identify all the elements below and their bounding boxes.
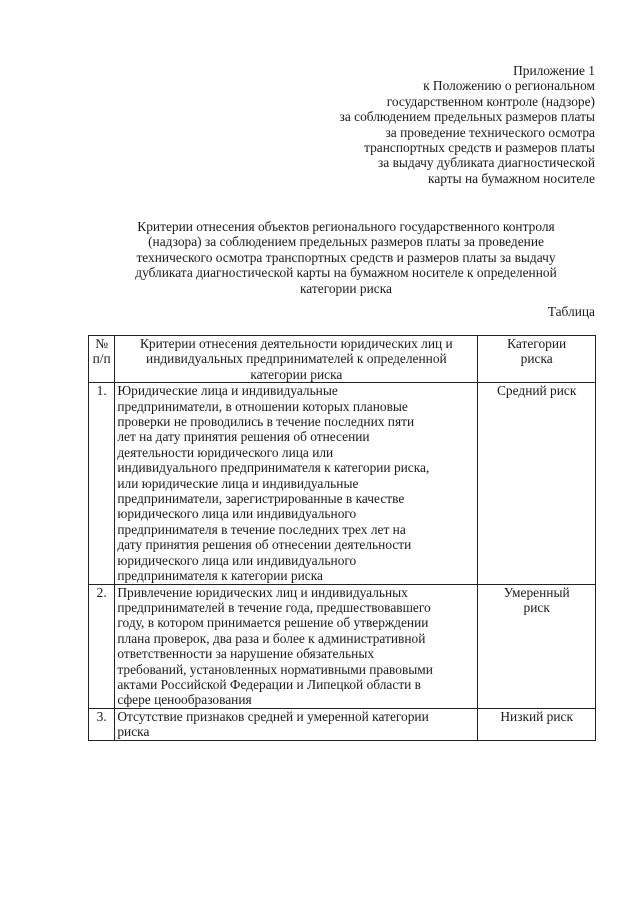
title-line: (надзора) за соблюдением предельных размеров платы за проведение bbox=[148, 234, 544, 250]
title-line: Критерии отнесения объектов регионального государственного контроля bbox=[137, 219, 555, 234]
appendix-line: за соблюдением предельных размеров платы bbox=[339, 109, 595, 125]
header-category: Категории риска bbox=[478, 336, 596, 383]
appendix-line: за проведение технического осмотра bbox=[385, 124, 595, 140]
row-number: 2. bbox=[89, 584, 115, 708]
title-line: технического осмотра транспортных средств и размеров платы за выдачу bbox=[136, 249, 556, 265]
appendix-reference bbox=[275, 63, 595, 186]
title-line: дубликата диагностической карты на бумажном носителе к определенной bbox=[135, 265, 557, 281]
row-number: 3. bbox=[89, 708, 115, 740]
row-category: Средний риск bbox=[478, 383, 596, 584]
row-category: Умеренный риск bbox=[478, 584, 596, 708]
table-header-row bbox=[89, 336, 596, 383]
table-row bbox=[89, 708, 596, 740]
table-row bbox=[89, 383, 596, 584]
appendix-line: государственном контроле (надзоре) bbox=[386, 93, 595, 109]
appendix-line: за выдачу дубликата диагностической bbox=[378, 155, 595, 171]
row-category: Низкий риск bbox=[478, 708, 596, 740]
row-criteria: Привлечение юридических лиц и индивидуальных предпринимателей в течение года, предшествовавшего году, в котором принимается решение об утверждении плана проверок, два раза и более к административной ответственности за нарушение обязательных требований, установленных нормативными правовыми актами Российской Федерации и Липецкой области в сфере ценообразования bbox=[115, 584, 478, 708]
header-criteria: Критерии отнесения деятельности юридических лиц и индивидуальных предпринимателей к определенной категории риска bbox=[115, 336, 478, 383]
appendix-line: Приложение 1 bbox=[513, 63, 595, 78]
appendix-line: транспортных средств и размеров платы bbox=[364, 140, 595, 156]
appendix-line: к Положению о региональном bbox=[423, 78, 595, 94]
risk-criteria-table bbox=[88, 335, 596, 741]
row-criteria: Юридические лица и индивидуальные предприниматели, в отношении которых плановые проверки не проводились в течение последних пяти лет на дату принятия решения об отнесении деятельности юридического лица или индивидуального предпринимателя к категории риска, или юридические лица и индивидуальные предприниматели, зарегистрированные в качестве юридического лица или индивидуального предпринимателя в течение последних трех лет на дату принятия решения об отнесении деятельности юридического лица или индивидуального предпринимателя к категории риска bbox=[115, 383, 478, 584]
table-row bbox=[89, 584, 596, 708]
table-label: Таблица bbox=[547, 304, 595, 319]
row-criteria: Отсутствие признаков средней и умеренной категории риска bbox=[115, 708, 478, 740]
row-number: 1. bbox=[89, 383, 115, 584]
header-num: № п/п bbox=[89, 336, 115, 383]
appendix-line: карты на бумажном носителе bbox=[428, 170, 595, 186]
document-title bbox=[90, 219, 602, 296]
title-line: категории риска bbox=[300, 280, 392, 296]
